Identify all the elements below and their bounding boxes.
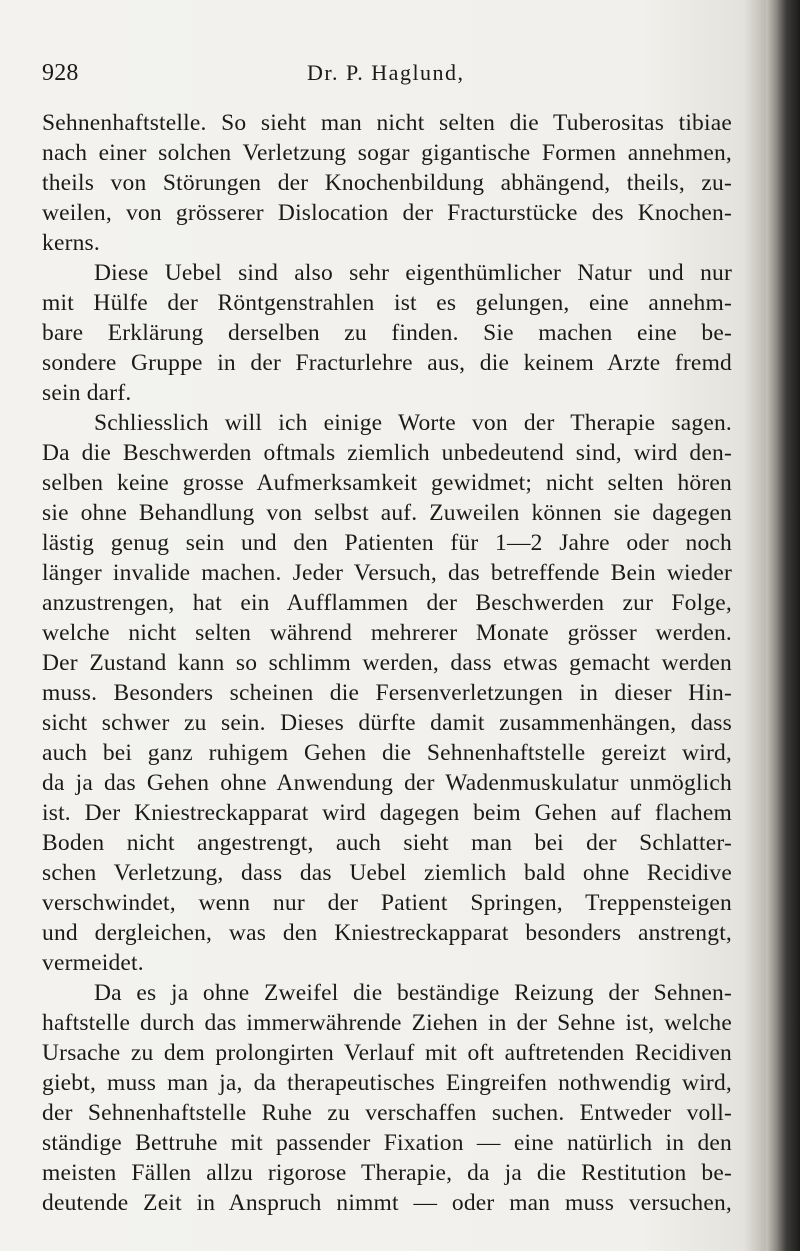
text-line: anzustrengen, hat ein Aufflammen der Beschwerden zur Folge, [42,590,732,616]
text-line: bare Erklärung derselben zu finden. Sie machen eine be- [42,320,732,346]
text-line: Da die Beschwerden oftmals ziemlich unbedeutend sind, wird den- [42,440,732,466]
text-line: verschwindet, wenn nur der Patient Springen, Treppensteigen [42,890,732,916]
text-line: lästig genug sein und den Patienten für 1—2 Jahre oder noch [42,530,732,556]
text-line: sicht schwer zu sein. Dieses dürfte damit zusammenhängen, dass [42,710,732,736]
text-line: ständige Bettruhe mit passender Fixation — eine natürlich in den [42,1130,732,1156]
text-line: ist. Der Kniestreckapparat wird dagegen beim Gehen auf flachem [42,800,732,826]
text-line: deutende Zeit in Anspruch nimmt — oder man muss versuchen, [42,1190,732,1216]
running-head: Dr. P. Haglund, [307,60,465,85]
text-line: muss. Besonders scheinen die Fersenverletzungen in dieser Hin- [42,680,732,706]
text-line: Der Zustand kann so schlimm werden, dass etwas gemacht werden [42,650,732,676]
text-line: Diese Uebel sind also sehr eigenthümlicher Natur und nur [94,260,732,286]
text-line: sein darf. [42,380,132,406]
paragraph-1 [42,108,732,258]
text-line: Ursache zu dem prolongirten Verlauf mit oft auftretenden Recidiven [42,1040,732,1066]
page-text-block [42,60,732,1218]
page-header [42,60,732,90]
paragraph-4 [42,978,732,1218]
text-line: auch bei ganz ruhigem Gehen die Sehnenhaftstelle gereizt wird, [42,740,732,766]
text-line: sondere Gruppe in der Fracturlehre aus, die keinem Arzte fremd [42,350,732,376]
text-line: kerns. [42,230,100,256]
text-line: nach einer solchen Verletzung sogar gigantische Formen annehmen, [42,140,732,166]
text-line: haftstelle durch das immerwährende Ziehen in der Sehne ist, welche [42,1010,732,1036]
text-line: da ja das Gehen ohne Anwendung der Wadenmuskulatur unmöglich [42,770,732,796]
text-line: giebt, muss man ja, da therapeutisches Eingreifen nothwendig wird, [42,1070,732,1096]
text-line: schen Verletzung, dass das Uebel ziemlich bald ohne Recidive [42,860,732,886]
text-line: weilen, von grösserer Dislocation der Fracturstücke des Knochen- [42,200,732,226]
text-line: Da es ja ohne Zweifel die beständige Reizung der Sehnen- [94,980,732,1006]
text-line: länger invalide machen. Jeder Versuch, das betreffende Bein wieder [42,560,732,586]
book-spine-shadow [766,0,800,1251]
text-line: mit Hülfe der Röntgenstrahlen ist es gelungen, eine annehm- [42,290,732,316]
page-number: 928 [42,60,79,86]
text-line: vermeidet. [42,950,144,976]
text-line: theils von Störungen der Knochenbildung abhängend, theils, zu- [42,170,732,196]
text-line: selben keine grosse Aufmerksamkeit gewidmet; nicht selten hören [42,470,732,496]
text-line: welche nicht selten während mehrerer Monate grösser werden. [42,620,732,646]
paragraph-2 [42,258,732,408]
text-line: und dergleichen, was den Kniestreckapparat besonders anstrengt, [42,920,732,946]
text-line: Schliesslich will ich einige Worte von der Therapie sagen. [94,410,732,436]
text-line: der Sehnenhaftstelle Ruhe zu verschaffen suchen. Entweder voll- [42,1100,732,1126]
text-line: Sehnenhaftstelle. So sieht man nicht selten die Tuberositas tibiae [42,110,732,136]
text-line: meisten Fällen allzu rigorose Therapie, da ja die Restitution be- [42,1160,732,1186]
paragraph-3 [42,408,732,978]
text-line: sie ohne Behandlung von selbst auf. Zuweilen können sie dagegen [42,500,732,526]
text-line: Boden nicht angestrengt, auch sieht man bei der Schlatter- [42,830,732,856]
